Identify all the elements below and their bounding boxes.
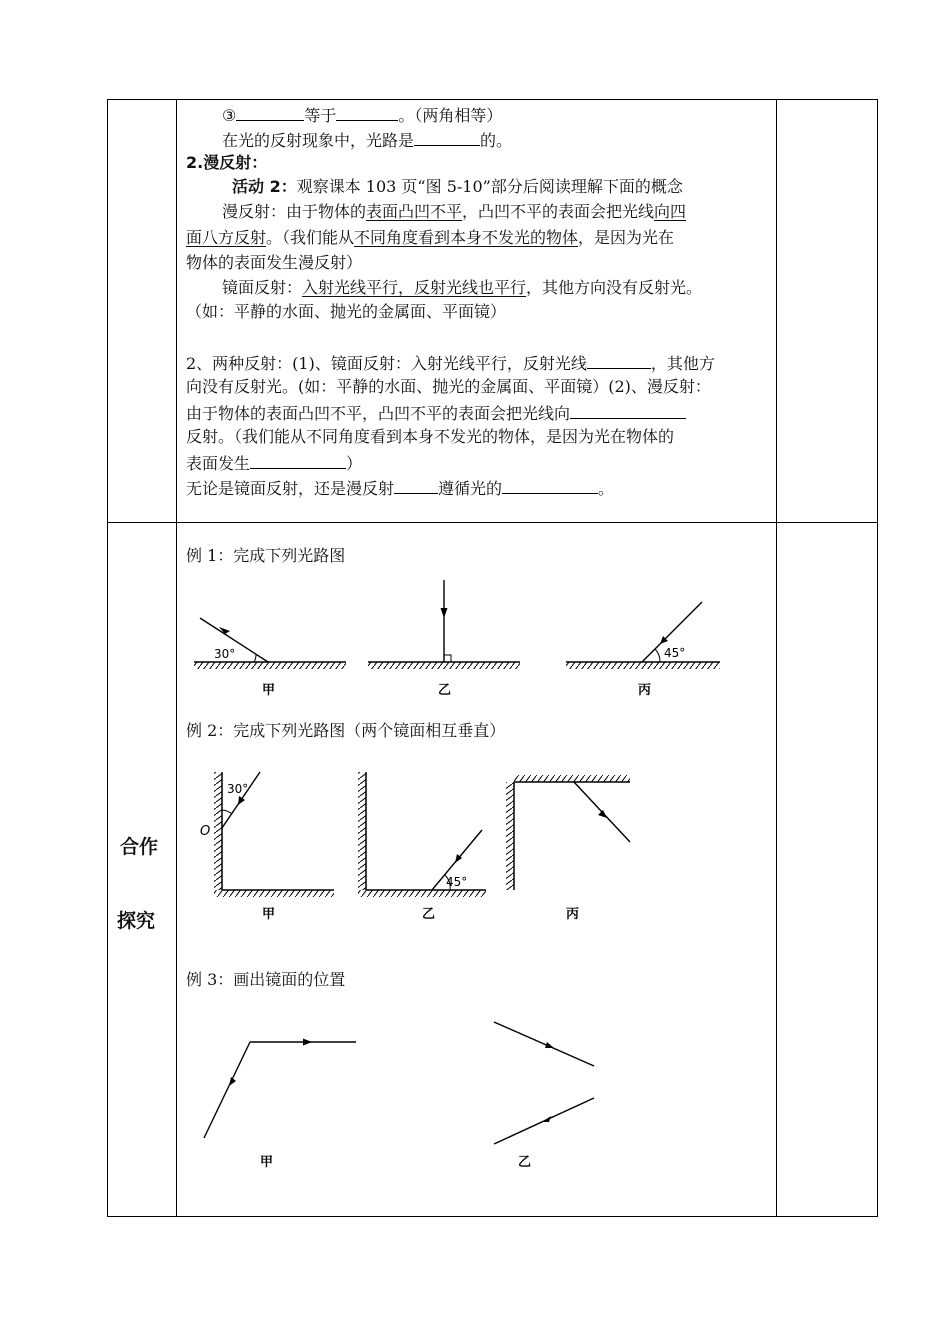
example3-title: 例 3：画出镜面的位置 <box>186 970 346 989</box>
underlined-text: 不同角度看到本身不发光的物体 <box>354 228 579 247</box>
ex1-angle-c: 45° <box>664 646 686 660</box>
text-two-angles-equal: 。（两角相等） <box>398 106 503 125</box>
example3-diagrams <box>176 1010 776 1180</box>
activity-text: 观察课本 103 页“图 5-10”部分后阅读理解下面的概念 <box>296 177 683 196</box>
activity-label: 活动 2： <box>232 177 297 196</box>
example1-diagrams <box>176 570 776 710</box>
blank-field[interactable] <box>236 102 304 121</box>
underlined-text: 面八方反射 <box>186 228 267 247</box>
text: ，凸凹不平的表面会把光线 <box>462 202 655 221</box>
two-reflections-line5 <box>186 450 362 476</box>
ex1-angle-a: 30° <box>214 647 236 661</box>
blank-field[interactable] <box>336 102 398 121</box>
ex1-diagram-b <box>368 580 520 698</box>
blank-field[interactable] <box>394 475 438 494</box>
text-equals: 等于 <box>304 106 337 125</box>
ex3-caption-b: 乙 <box>518 1155 532 1170</box>
side-label-explore: 探究 <box>117 910 156 932</box>
ex2-diagram-b <box>358 772 486 922</box>
underlined-text: 向四 <box>654 202 687 221</box>
blank-field[interactable] <box>502 475 598 494</box>
underlined-text: 入射光线平行，反射光线也平行 <box>302 278 527 297</box>
example2-diagrams <box>176 760 776 930</box>
example2-title: 例 2：完成下列光路图（两个镜面相互垂直） <box>186 721 506 740</box>
blank-field[interactable] <box>250 450 346 469</box>
two-reflections-line2: 向没有反射光。(如：平静的水面、抛光的金属面、平面镜）(2)、漫反射： <box>186 377 711 396</box>
ex1-caption-c: 丙 <box>638 683 652 698</box>
underlined-text: 表面凸凹不平 <box>366 202 463 221</box>
ex2-caption-a: 甲 <box>262 907 276 922</box>
ex3-diagram-a <box>204 1039 356 1171</box>
ex1-caption-a: 甲 <box>262 683 276 698</box>
table-border-col2 <box>776 99 777 1217</box>
circled-three: ③ <box>222 106 237 125</box>
diffuse-definition-line3: 物体的表面发生漫反射） <box>186 253 363 272</box>
light-path-line <box>222 127 512 153</box>
ex3-diagram-b <box>494 1022 594 1170</box>
two-reflections-line4: 反射。（我们能从不同角度看到本身不发光的物体，是因为光在物体的 <box>186 427 675 446</box>
text: 2、两种反射：(1)、镜面反射：入射光线平行，反射光线 <box>186 354 587 373</box>
ex2-angle-b: 45° <box>446 875 468 889</box>
text: 镜面反射： <box>222 278 303 297</box>
table-border-right <box>877 99 878 1217</box>
text: 表面发生 <box>186 454 251 473</box>
text: 无论是镜面反射，还是漫反射 <box>186 479 395 498</box>
table-border-left <box>107 99 108 1217</box>
side-label-cooperate: 合作 <box>120 836 159 858</box>
angle-equality-line <box>222 102 502 128</box>
text: 漫反射：由于物体的 <box>222 202 367 221</box>
blank-field[interactable] <box>414 127 480 146</box>
text: 遵循光的 <box>438 479 503 498</box>
text-of: 的。 <box>480 131 513 150</box>
ex2-diagram-c <box>506 775 630 922</box>
diffuse-definition-line2 <box>186 226 674 250</box>
table-border-top <box>107 99 878 100</box>
ex2-caption-b: 乙 <box>422 907 436 922</box>
example1-title: 例 1：完成下列光路图 <box>186 546 346 565</box>
table-border-bottom <box>107 1216 878 1217</box>
text: 。 <box>598 479 615 498</box>
table-row-divider <box>107 522 878 523</box>
ex1-diagram-a <box>194 618 346 698</box>
blank-field[interactable] <box>570 400 686 419</box>
text: ，其他方向没有反射光。 <box>526 278 703 297</box>
text: ，其他方 <box>650 354 715 373</box>
ex3-caption-a: 甲 <box>260 1155 274 1170</box>
text: 由于物体的表面凸凹不平，凸凹不平的表面会把光线向 <box>186 404 571 423</box>
ex2-diagram-a <box>200 772 334 922</box>
ex2-angle-a: 30° <box>227 782 249 796</box>
two-reflections-line1 <box>186 350 715 376</box>
two-reflections-line3 <box>186 400 686 426</box>
specular-definition-line1 <box>222 276 702 300</box>
text: 。（我们能从 <box>266 228 355 247</box>
specular-definition-line2: （如：平静的水面、抛光的金属面、平面镜） <box>186 302 507 321</box>
ex2-point-o: O <box>200 824 211 839</box>
ex2-caption-c: 丙 <box>566 907 580 922</box>
diffuse-definition-line1 <box>222 200 686 224</box>
ex1-diagram-c <box>566 602 720 698</box>
blank-field[interactable] <box>587 350 651 369</box>
two-reflections-line6 <box>186 475 614 501</box>
section-heading-diffuse: 2.漫反射： <box>186 153 268 172</box>
text: ，是因为光在 <box>578 228 675 247</box>
text-light-path: 在光的反射现象中，光路是 <box>222 131 415 150</box>
text: ） <box>346 454 363 473</box>
activity-line <box>232 175 683 199</box>
ex1-caption-b: 乙 <box>438 683 452 698</box>
